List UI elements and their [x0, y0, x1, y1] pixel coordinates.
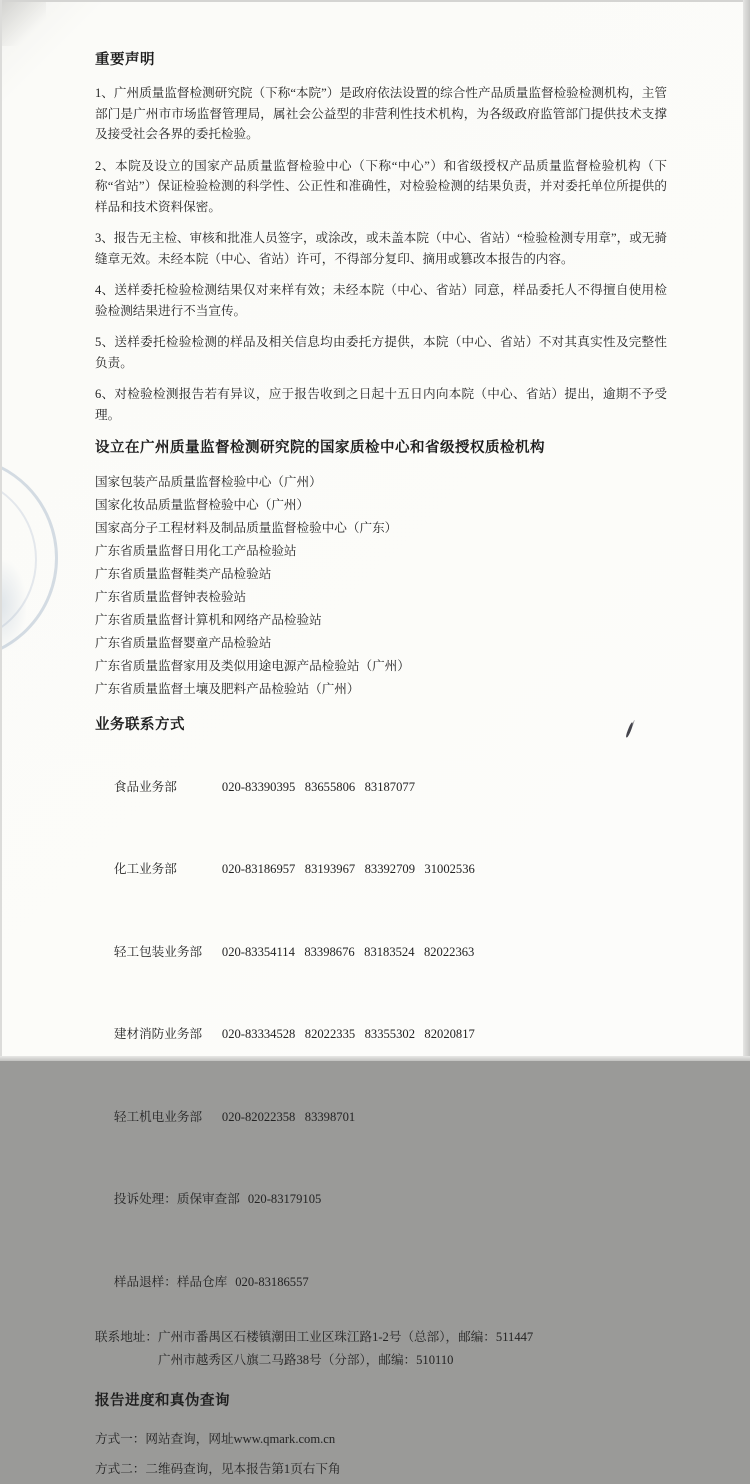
statement-item-6: 6、对检验检测报告若有异议，应于报告收到之日起十五日内向本院（中心、省站）提出，逾期不予受理。: [95, 387, 667, 422]
centers-heading: 设立在广州质量监督检测研究院的国家质检中心和省级授权质检机构: [95, 440, 545, 456]
statement-heading: 重要声明: [95, 52, 155, 68]
address-line-branch: 广州市越秀区八旗二马路38号（分部），邮编：510110: [157, 1353, 454, 1367]
contact-address: [95, 1326, 667, 1373]
address-label: 联系地址：: [95, 1329, 158, 1344]
statement-item-3: 3、报告无主检、审核和批准人员签字，或涂改，或未盖本院（中心、省站）“检验检测专用章”，或无骑缝章无效。未经本院（中心、省站）许可，不得部分复印、摘用或篡改本报告的内容。: [95, 231, 667, 266]
contact-numbers: 020-83186957 83193967 83392709 31002536: [221, 862, 475, 876]
center-item-6: 广东省质量监督钟表检验站: [95, 590, 247, 604]
statement-item-5: 5、送样委托检验检测的样品及相关信息均由委托方提供，本院（中心、省站）不对其真实性及完整性负责。: [95, 335, 667, 370]
contact-numbers: 020-83354114 83398676 83183524 82022363: [221, 944, 475, 959]
contact-label: 建材消防业务部: [113, 1027, 203, 1041]
center-item-3: 国家高分子工程材料及制品质量监督检验中心（广东）: [95, 521, 398, 535]
statement-item-2: 2、本院及设立的国家产品质量监督检验中心（下称“中心”）和省级授权产品质量监督检验机构（下称“省站”）保证检验检测的科学性、公正性和准确性，对检验检测的结果负责，并对委托单位所提供的样品和技术资料保密。: [95, 158, 667, 214]
contact-label: 轻工包装业务部: [113, 944, 203, 959]
address-line-headquarters: 广州市番禺区石楼镇潮田工业区珠江路1-2号（总部），邮编：511447: [157, 1329, 534, 1344]
contact-row-food: [95, 746, 667, 829]
query-method-website: 方式一：网站查询，网址www.qmark.com.cn: [95, 1431, 336, 1446]
scan-edge-right: [743, 0, 750, 1061]
address-lines: [158, 1326, 667, 1373]
center-item-1: 国家包装产品质量监督检验中心（广州）: [95, 475, 322, 489]
stamp-smudge: [0, 560, 26, 650]
center-item-9: 广东省质量监督家用及类似用途电源产品检验站（广州）: [95, 659, 410, 673]
contact-numbers: 020-83179105: [247, 1192, 322, 1206]
center-item-10: 广东省质量监督土壤及肥料产品检验站（广州）: [95, 682, 360, 696]
contact-label: 投诉处理：质保审查部: [113, 1192, 240, 1206]
query-method-qrcode: 方式二：二维码查询，见本报告第1页右下角: [95, 1461, 341, 1476]
contact-row-light-mechatronics: [95, 1076, 667, 1159]
statement-item-4: 4、送样委托检验检测结果仅对来样有效；未经本院（中心、省站）同意，样品委托人不得擅自使用检验检测结果进行不当宣传。: [95, 283, 667, 318]
contact-numbers: 020-83186557: [235, 1274, 309, 1289]
scan-edge-left: [0, 0, 2, 1061]
center-item-4: 广东省质量监督日用化工产品检验站: [95, 544, 297, 558]
contact-label: 化工业务部: [113, 862, 177, 876]
center-item-8: 广东省质量监督婴童产品检验站: [95, 636, 272, 650]
contact-row-light-packaging: [95, 911, 667, 994]
contact-numbers: 020-82022358 83398701: [221, 1109, 356, 1124]
contact-label: 食品业务部: [113, 779, 177, 794]
scan-corner-shade: [0, 0, 46, 46]
contact-numbers: 020-83334528 82022335 83355302 82020817: [221, 1027, 475, 1041]
center-item-7: 广东省质量监督计算机和网络产品检验站: [95, 613, 322, 627]
contact-label: 轻工机电业务部: [113, 1109, 203, 1124]
statement-item-1: 1、广州质量监督检测研究院（下称“本院”）是政府依法设置的综合性产品质量监督检验检测机构，主管部门是广州市市场监督管理局，属社会公益型的非营利性技术机构，为各级政府监管部门提供技术支撑及接受社会各界的委托检验。: [95, 86, 667, 141]
contact-row-complaints: [95, 1159, 667, 1242]
contact-label: 样品退样：样品仓库: [113, 1274, 228, 1289]
contact-row-building-fire: [95, 994, 667, 1077]
page-content: [95, 48, 667, 1484]
contacts-heading: 业务联系方式: [95, 717, 185, 733]
center-item-5: 广东省质量监督鞋类产品检验站: [95, 567, 272, 581]
scan-edge-top: [0, 0, 750, 2]
scan-edge-bottom: [0, 1056, 750, 1061]
contact-row-chemical: [95, 829, 667, 912]
center-item-2: 国家化妆品质量监督检验中心（广州）: [95, 498, 310, 512]
contact-numbers: 020-83390395 83655806 83187077: [221, 779, 415, 794]
contact-row-sample-return: [95, 1241, 667, 1324]
query-heading: 报告进度和真伪查询: [95, 1392, 230, 1409]
